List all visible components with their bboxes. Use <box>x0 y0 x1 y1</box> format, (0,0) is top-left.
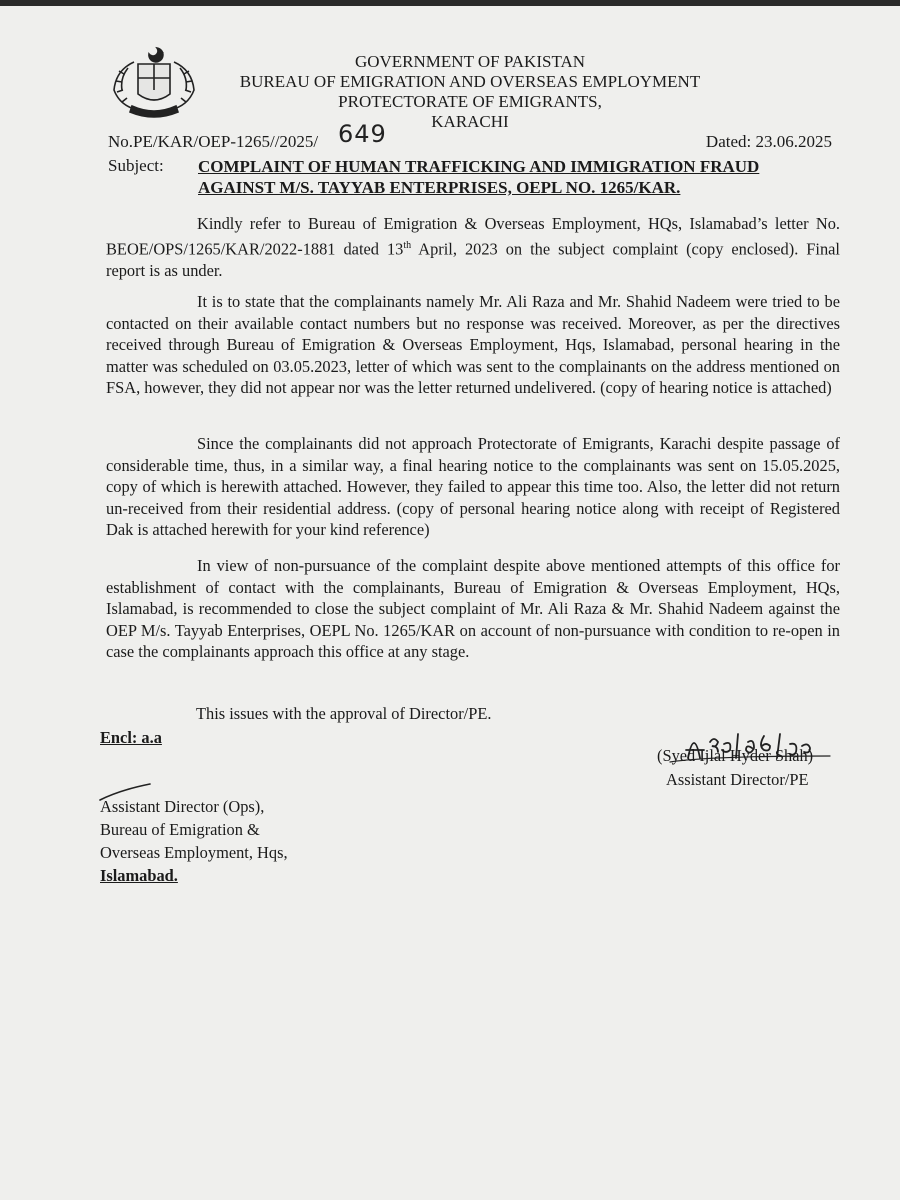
letterhead-line-protectorate: PROTECTORATE OF EMIGRANTS, <box>338 92 602 111</box>
addressee-line-bureau: Bureau of Emigration & <box>100 820 260 839</box>
ordinal-suffix: th <box>403 239 412 251</box>
addressee-line-office: Overseas Employment, Hqs, <box>100 843 288 862</box>
addressee-block <box>100 795 288 887</box>
body-paragraph-reference <box>106 213 840 281</box>
letterhead-line-government: GOVERNMENT OF PAKISTAN <box>354 52 586 71</box>
letter-date: Dated: 23.06.2025 <box>705 132 832 151</box>
subject-label: Subject: <box>108 156 164 175</box>
addressee-line-designation: Assistant Director (Ops), <box>100 797 265 816</box>
signatory-name: (Syed Ijlal Hyder Shah) <box>657 746 814 765</box>
tick-mark-icon <box>96 780 156 804</box>
paragraph-text: Kindly refer to Bureau of Emigration & Overseas Employment, HQs, Islamabad’s letter No. BEOE/OPS/1265/KAR/2022-1881 dated 13 <box>106 214 840 259</box>
enclosure-note: Encl: a.a <box>100 728 162 747</box>
state-emblem-icon <box>104 44 204 122</box>
subject-text: COMPLAINT OF HUMAN TRAFFICKING AND IMMIGRATION FRAUD AGAINST M/S. TAYYAB ENTERPRISES, OEPL NO. 1265/KAR. <box>198 157 760 197</box>
letterhead-line-city: KARACHI <box>431 112 509 131</box>
letterhead <box>190 52 750 132</box>
handwritten-reference-number: 649 <box>338 120 387 148</box>
body-paragraph-contact-attempts: It is to state that the complainants namely Mr. Ali Raza and Mr. Shahid Nadeem were tried to be contacted on their available contact numbers but no response was received. Moreover, as per the directives received through Bureau of Emigration & Overseas Employment, Hqs, Islamabad, personal hearing in the matter was scheduled on 03.05.2023, letter of which was sent to the complainants on the address mentioned on FSA, however, they did not appear nor was the letter returned undelivered. (copy of hearing notice is attached) <box>106 292 840 398</box>
closing-line: This issues with the approval of Director/PE. <box>196 704 492 723</box>
scan-edge <box>0 0 900 6</box>
body-paragraph-final-notice: Since the complainants did not approach Protectorate of Emigrants, Karachi despite passage of considerable time, thus, in a similar way, a final hearing notice to the complainants was sent on 15.05.2025, copy of which is herewith attached. However, they failed to appear this time too. Also, the letter did not return un-received from their residential address. (copy of personal hearing notice along with receipt of Registered Dak is attached herewith for your kind reference) <box>106 434 840 540</box>
letterhead-line-bureau: BUREAU OF EMIGRATION AND OVERSEAS EMPLOYMENT <box>239 72 701 91</box>
addressee-line-city: Islamabad. <box>100 866 178 885</box>
body-paragraph-recommendation: In view of non-pursuance of the complaint despite above mentioned attempts of this office for establishment of contact with the complainants, Bureau of Emigration & Overseas Employment, HQs, Islamabad, is recommended to close the subject complaint of Mr. Ali Raza & Mr. Shahid Nadeem against the OEP M/s. Tayyab Enterprises, OEPL No. 1265/KAR on account of non-pursuance with condition to re-open in case the complainants approach this office at any stage. <box>106 556 840 662</box>
paragraph-text: April, 2023 on the subject complaint (copy enclosed). Final report is as under. <box>106 239 840 280</box>
signatory-title: Assistant Director/PE <box>666 770 809 789</box>
reference-number: No.PE/KAR/OEP-1265//2025/ <box>108 132 319 151</box>
